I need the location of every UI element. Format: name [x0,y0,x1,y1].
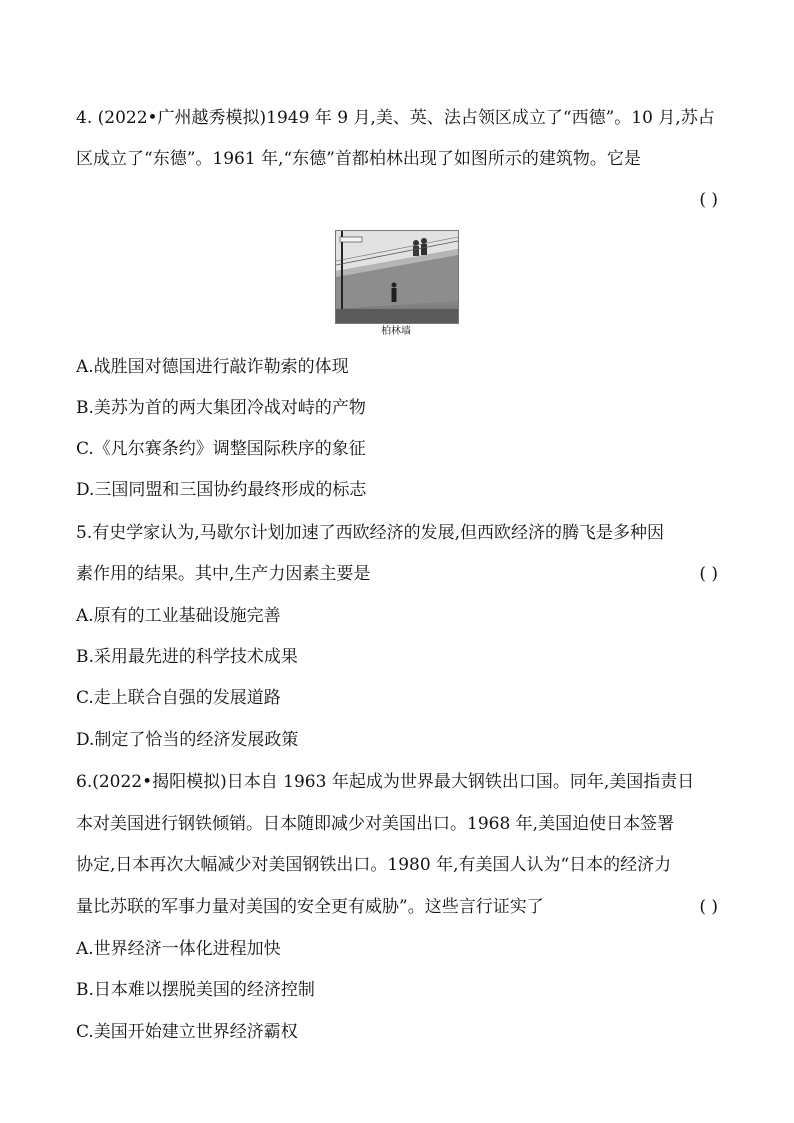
q4-line-1: 4. (2022•广州越秀模拟)1949 年 9 月,美、英、法占领区成立了“西德”。10 月,苏占 [76,108,715,128]
q6-answer-bracket: ( ) [699,897,718,917]
q4-option-d: D.三国同盟和三国协约最终形成的标志 [76,480,367,500]
image-caption: 柏林墙 [381,326,411,337]
q6-line-2: 本对美国进行钢铁倾销。日本随即减少对美国出口。1968 年,美国迫使日本签署 [76,814,675,834]
q4-line-2: 区成立了“东德”。1961 年,“东德”首都柏林出现了如图所示的建筑物。它是 [76,149,641,169]
q6-line-3: 协定,日本再次大幅减少对美国钢铁出口。1980 年,有美国人认为“日本的经济力 [76,855,672,875]
berlin-wall-illustration [336,231,458,323]
q5-line-1: 5.有史学家认为,马歇尔计划加速了西欧经济的发展,但西欧经济的腾飞是多种因 [76,523,665,543]
berlin-wall-photo [335,230,459,324]
q4-option-c: C.《凡尔赛条约》调整国际秩序的象征 [76,439,366,459]
q5-option-a: A.原有的工业基础设施完善 [76,606,281,626]
q6-line-1: 6.(2022•揭阳模拟)日本自 1963 年起成为世界最大钢铁出口国。同年,美国指责日 [76,772,695,792]
q6-line-4: 量比苏联的军事力量对美国的安全更有威胁”。这些言行证实了 [76,897,544,917]
q5-option-d: D.制定了恰当的经济发展政策 [76,730,299,750]
q6-option-b: B.日本难以摆脱美国的经济控制 [76,980,315,1000]
q4-option-b: B.美苏为首的两大集团冷战对峙的产物 [76,398,366,418]
q6-option-c: C.美国开始建立世界经济霸权 [76,1022,298,1042]
q6-option-a: A.世界经济一体化进程加快 [76,939,281,959]
q4-option-a: A.战胜国对德国进行敲诈勒索的体现 [76,357,349,377]
q5-option-c: C.走上联合自强的发展道路 [76,688,281,708]
q5-answer-bracket: ( ) [699,564,718,584]
q5-line-2: 素作用的结果。其中,生产力因素主要是 [76,564,371,584]
q5-option-b: B.采用最先进的科学技术成果 [76,647,298,667]
q4-answer-bracket: ( ) [699,190,718,210]
